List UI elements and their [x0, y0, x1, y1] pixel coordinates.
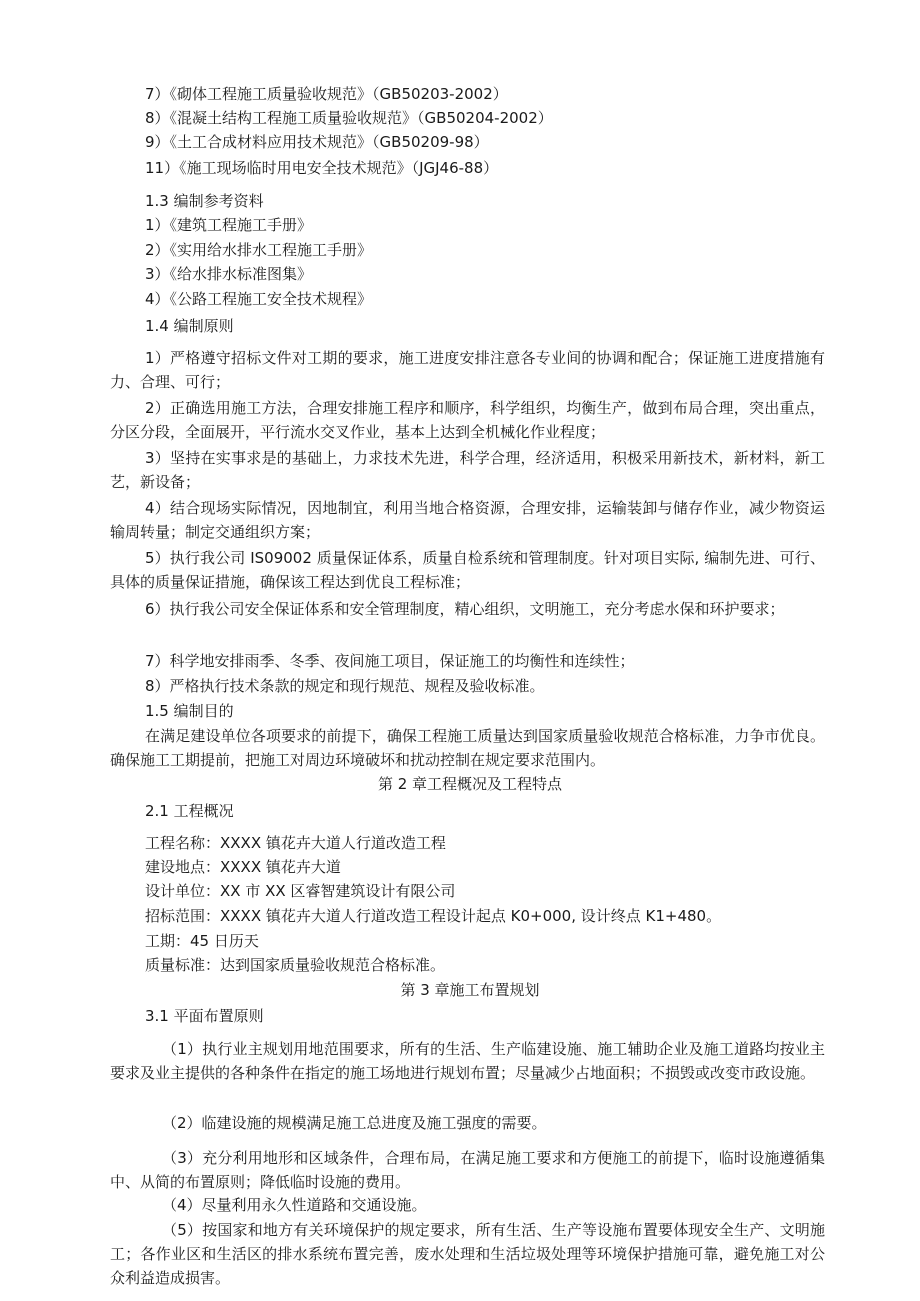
- section-heading: 1.3 编制参考资料: [145, 192, 264, 210]
- reference-item: 2）《实用给水排水工程施工手册》: [145, 241, 373, 259]
- section-heading: 1.4 编制原则: [145, 317, 234, 335]
- quality-standard: 质量标准：达到国家质量验收规范合格标准。: [145, 956, 446, 974]
- reference-item: 7）《砌体工程施工质量验收规范》（GB50203-2002）: [145, 85, 508, 103]
- reference-item: 3）《给水排水标准图集》: [145, 265, 313, 283]
- reference-item: 8）《混凝土结构工程施工质量验收规范》（GB50204-2002）: [145, 109, 553, 127]
- construction-period: 工期：45 日历天: [145, 932, 259, 950]
- reference-item: 9）《土工合成材料应用技术规范》（GB50209-98）: [145, 133, 489, 151]
- principle-paragraph: 5）执行我公司 IS09002 质量保证体系，质量自检系统和管理制度。针对项目实际, 编制先进、可行、具体的质量保证措施，确保该工程达到优良工程标准；: [110, 549, 825, 591]
- principle-item: 7）科学地安排雨季、冬季、夜间施工项目，保证施工的均衡性和连续性；: [145, 652, 635, 670]
- principle-item: 8）严格执行技术条款的规定和现行规范、规程及验收标准。: [145, 677, 545, 695]
- principle-paragraph: 4）结合现场实际情况，因地制宜，利用当地合格资源，合理安排，运输装卸与储存作业，减少物资运输周转量；制定交通组织方案；: [110, 499, 825, 541]
- layout-principle-item: （2）临建设施的规模满足施工总进度及施工强度的需要。: [162, 1114, 547, 1132]
- reference-item: 4）《公路工程施工安全技术规程》: [145, 290, 373, 308]
- section-heading: 3.1 平面布置原则: [145, 1007, 264, 1025]
- layout-principle-paragraph: （3）充分利用地形和区域条件，合理布局，在满足施工要求和方便施工的前提下，临时设施遵循集中、从简的布置原则；降低临时设施的费用。: [110, 1149, 825, 1191]
- design-unit: 设计单位：XX 市 XX 区睿智建筑设计有限公司: [145, 882, 456, 900]
- layout-principle-paragraph: （5）按国家和地方有关环境保护的规定要求，所有生活、生产等设施布置要体现安全生产、文明施工；各作业区和生活区的排水系统布置完善，废水处理和生活垃圾处理等环境保护措施可靠，避免施工对公众利益造成损害。: [110, 1221, 825, 1287]
- layout-principle-item: （4）尽量利用永久性道路和交通设施。: [162, 1196, 427, 1214]
- principle-paragraph: 1）严格遵守招标文件对工期的要求，施工进度安排注意各专业间的协调和配合；保证施工进度措施有力、合理、可行；: [110, 349, 825, 391]
- chapter-title: 第 3 章施工布置规划: [400, 981, 540, 999]
- reference-item: 1）《建筑工程施工手册》: [145, 216, 313, 234]
- purpose-paragraph: 在满足建设单位各项要求的前提下，确保工程施工质量达到国家质量验收规范合格标准，力争市优良。确保施工工期提前，把施工对周边环境破坏和扰动控制在规定要求范围内。: [110, 727, 825, 769]
- layout-principle-paragraph: （1）执行业主规划用地范围要求，所有的生活、生产临建设施、施工辅助企业及施工道路均按业主要求及业主提供的各种条件在指定的施工场地进行规划布置；尽量减少占地面积；不损毁或改变市政设施。: [110, 1040, 825, 1082]
- section-heading: 2.1 工程概况: [145, 802, 234, 820]
- project-name: 工程名称：XXXX 镇花卉大道人行道改造工程: [145, 834, 446, 852]
- principle-paragraph: 3）坚持在实事求是的基础上，力求技术先进，科学合理，经济适用，积极采用新技术，新材料，新工艺，新设备；: [110, 449, 825, 491]
- principle-paragraph: 2）正确选用施工方法，合理安排施工程序和顺序，科学组织，均衡生产，做到布局合理，突出重点，分区分段，全面展开，平行流水交叉作业，基本上达到全机械化作业程度；: [110, 399, 825, 441]
- chapter-title: 第 2 章工程概况及工程特点: [377, 775, 563, 793]
- reference-item: 11）《施工现场临时用电安全技术规范》（JGJ46-88）: [145, 159, 499, 177]
- tender-scope: 招标范围：XXXX 镇花卉大道人行道改造工程设计起点 K0+000, 设计终点 K1+480。: [145, 907, 722, 925]
- principle-paragraph: 6）执行我公司安全保证体系和安全管理制度，精心组织，文明施工，充分考虑水保和环护要求；: [145, 600, 785, 618]
- project-location: 建设地点：XXXX 镇花卉大道: [145, 858, 341, 876]
- section-heading: 1.5 编制目的: [145, 702, 234, 720]
